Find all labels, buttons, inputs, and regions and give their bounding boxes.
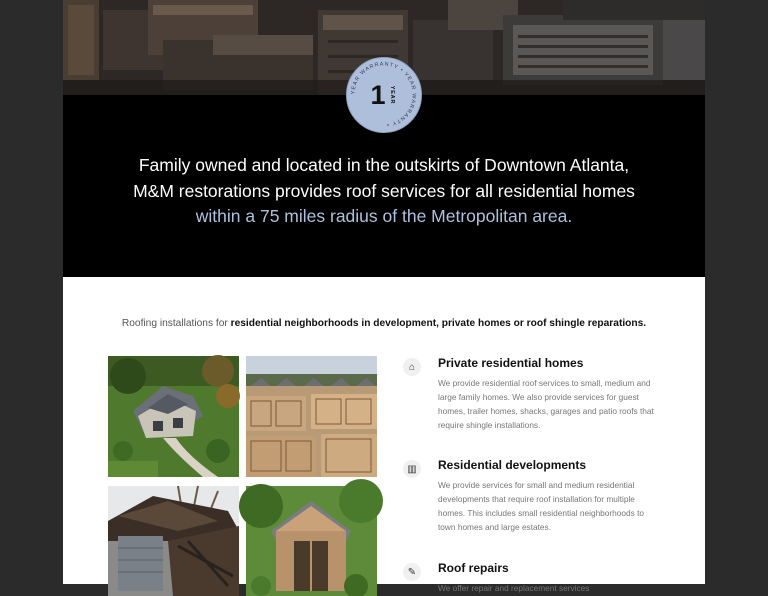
wrench-icon: ✎: [403, 563, 421, 581]
service-desc: We provide residential roof services to small, medium and large family homes. We also provide services for guest homes, trailer homes, shacks, garages and patio roofs that require shingle installations.: [438, 378, 654, 430]
intro-bold: residential neighborhoods in development, private homes or roof shingle reparations.: [230, 318, 647, 329]
badge-number: 1: [370, 80, 386, 110]
intro-lead: Roofing installations for: [121, 318, 231, 329]
photo-development: [246, 356, 377, 477]
photo-house: [108, 356, 239, 477]
page: [63, 0, 705, 593]
photo-damaged-garage: [108, 486, 239, 596]
service-title: Residential developments: [438, 458, 587, 472]
service-title: Roof repairs: [438, 561, 509, 575]
service-title: Private residential homes: [438, 356, 584, 370]
banner-line-3: within a 75 miles radius of the Metropolitan area.: [195, 206, 573, 226]
banner-line-2: M&M restorations provides roof services for all residential homes: [133, 180, 635, 201]
house-icon: ⌂: [403, 358, 421, 376]
service-desc: We offer repair and replacement services: [438, 583, 590, 593]
photo-shed: [246, 486, 377, 596]
service-desc: We provide services for small and medium residential developments that require roof installation for multiple homes. This includes small residential neighborhoods to town homes and large estates.: [438, 480, 645, 532]
banner-line-1: Family owned and located in the outskirts of Downtown Atlanta,: [138, 155, 630, 175]
badge-ring-text: YEAR WARRANTY • YEAR WARRANTY •: [350, 61, 417, 128]
banner-text: [63, 153, 705, 230]
warranty-badge: [346, 57, 422, 133]
intro-text: [63, 318, 705, 329]
building-icon: ▥: [403, 460, 421, 478]
badge-unit: YEAR: [389, 85, 395, 105]
